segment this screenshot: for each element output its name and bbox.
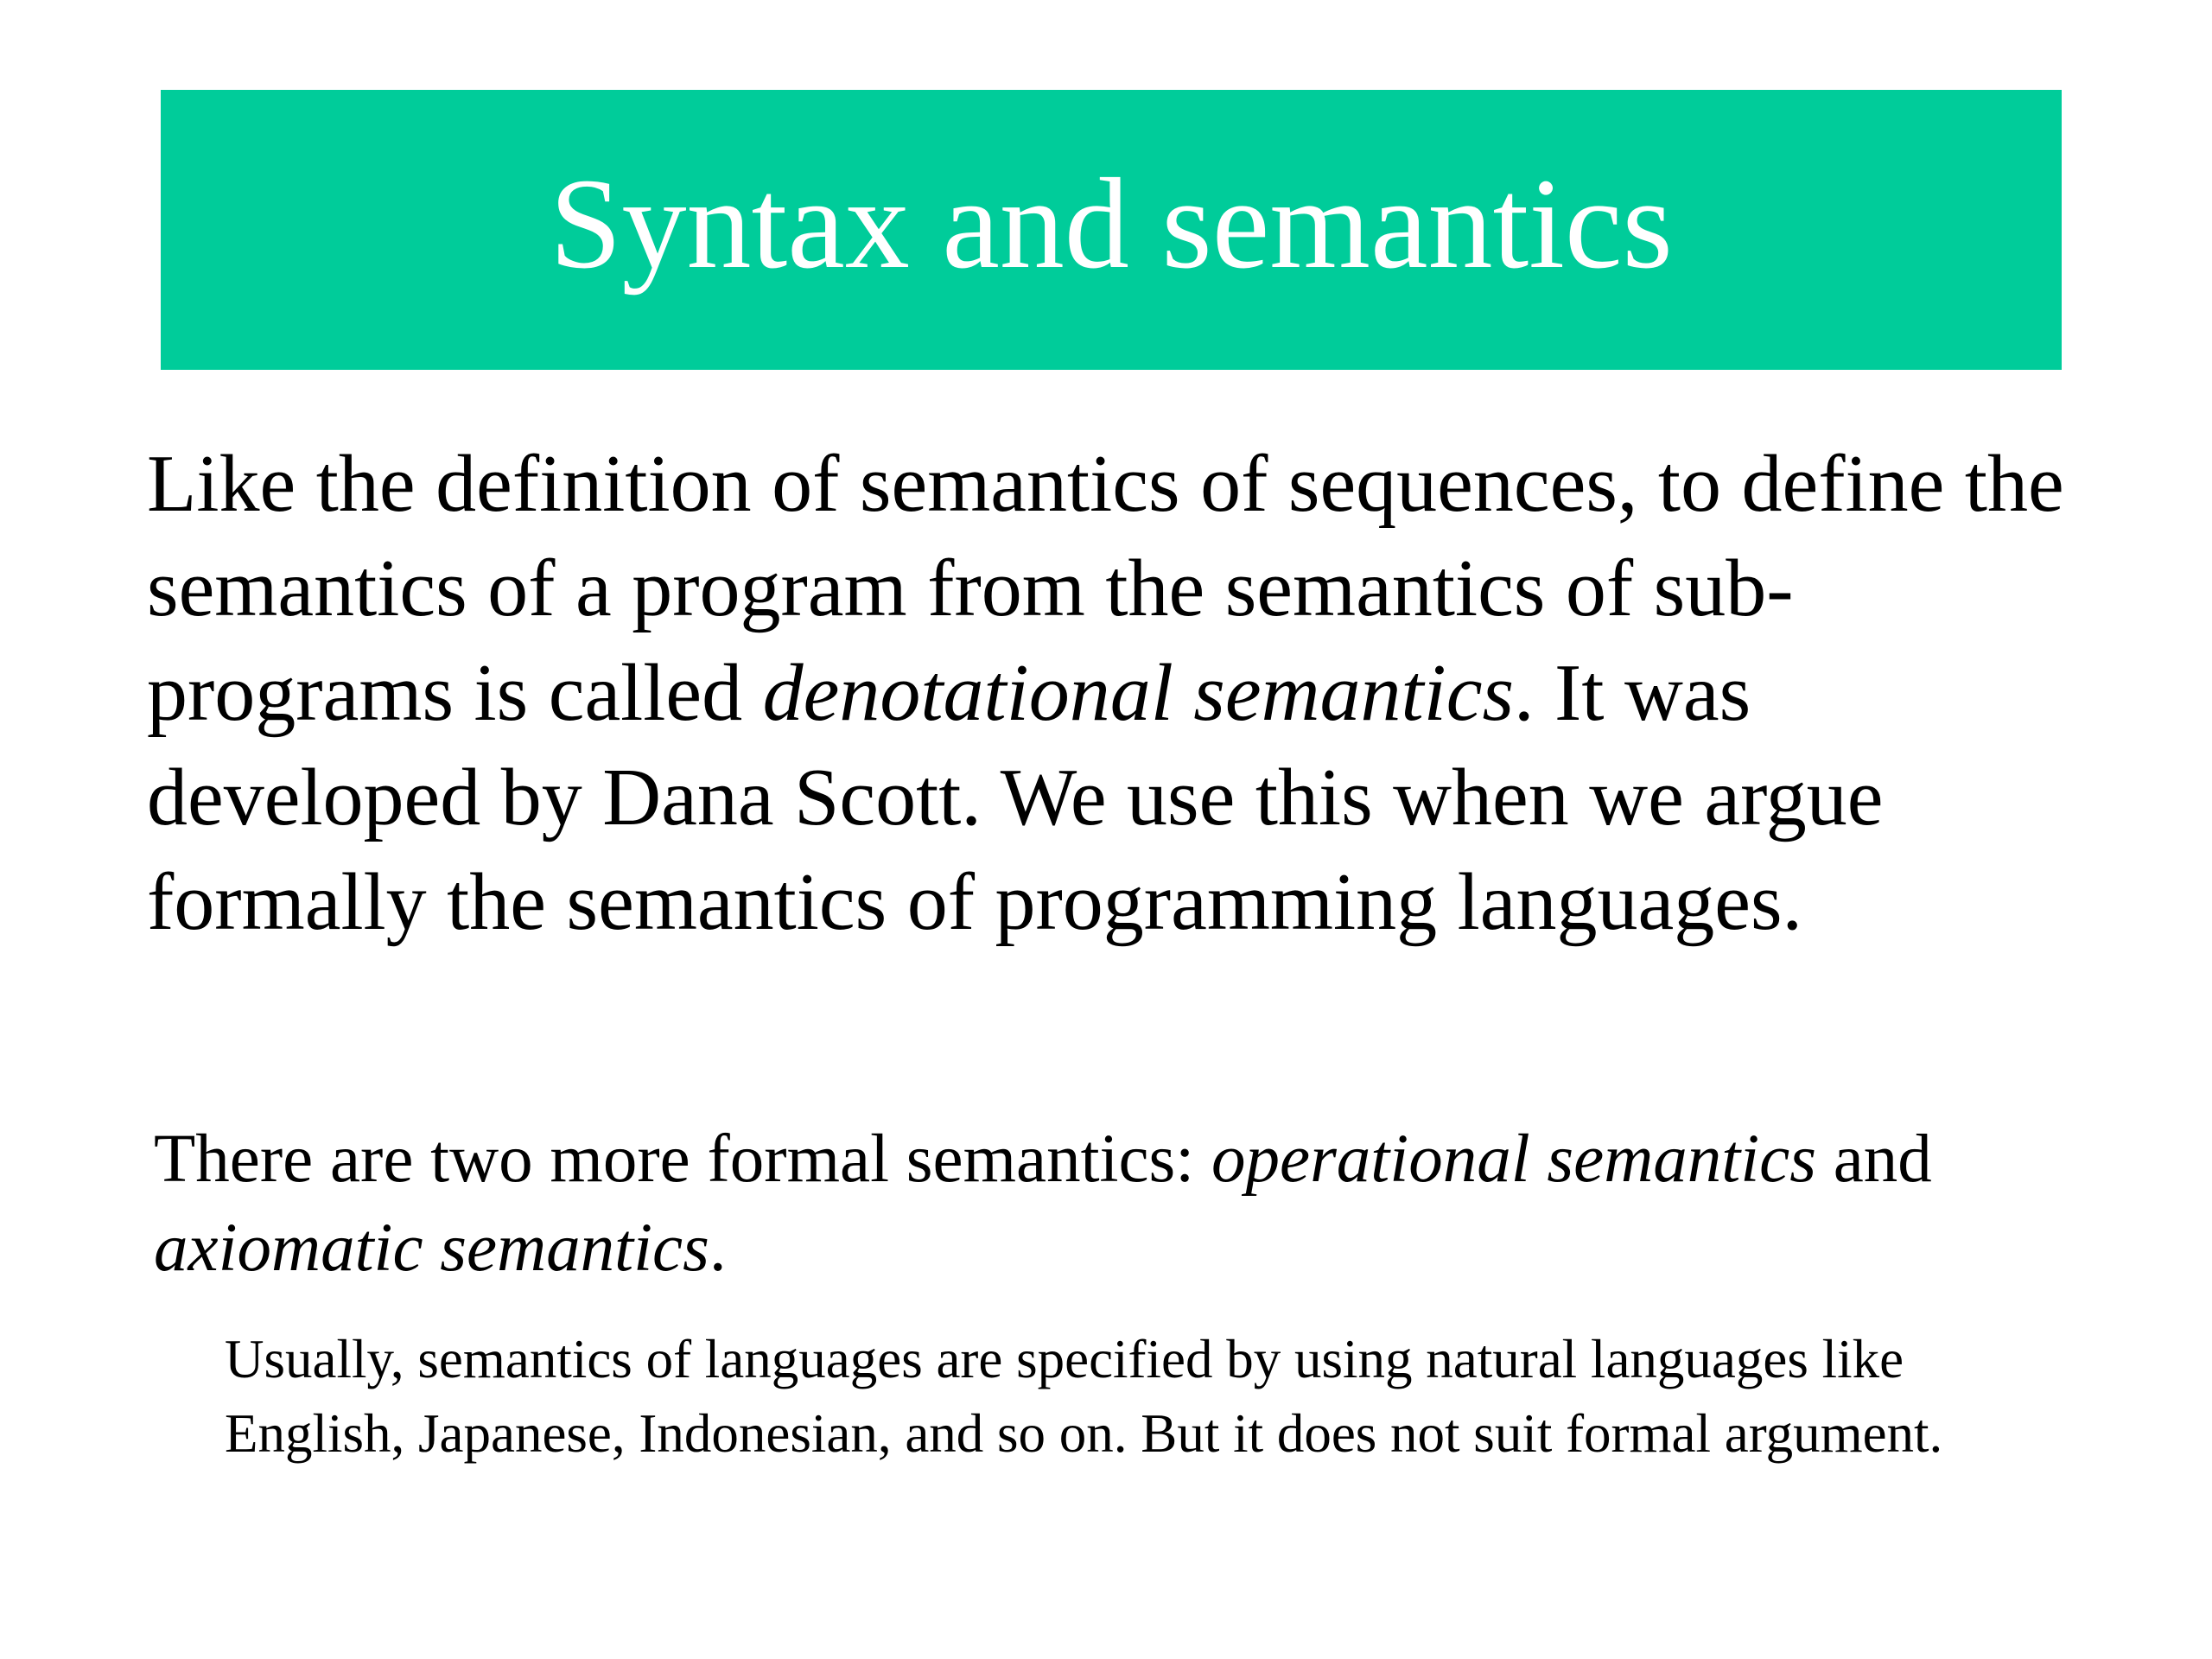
title-bar [161, 90, 2062, 370]
paragraph-text: Usually, semantics of languages are specified by using natural languages like English, Japanese, Indonesian, and so on. But it does not suit formal argument. [225, 1329, 1943, 1464]
term-operational-semantics: operational semantics [1211, 1122, 1816, 1197]
paragraph-text: Like the definition of semantics of sequences, to define the semantics of a program from the semantics of sub-programs is called [147, 439, 2064, 738]
paragraph-text: . It was developed by Dana Scott. We use this when we argue formally the semantics of programming languages. [147, 648, 1884, 947]
term-denotational-semantics: denotational semantics [762, 648, 1515, 738]
paragraph-formal-semantics [154, 1115, 2072, 1293]
term-axiomatic-semantics: axiomatic semantics [154, 1211, 709, 1286]
slide-title: Syntax and semantics [550, 152, 1673, 296]
paragraph-denotational [147, 432, 2082, 955]
paragraph-natural-languages [225, 1322, 2039, 1471]
paragraph-text: . [709, 1211, 727, 1286]
paragraph-text: and [1815, 1122, 1932, 1197]
paragraph-text: There are two more formal semantics: [154, 1122, 1211, 1197]
